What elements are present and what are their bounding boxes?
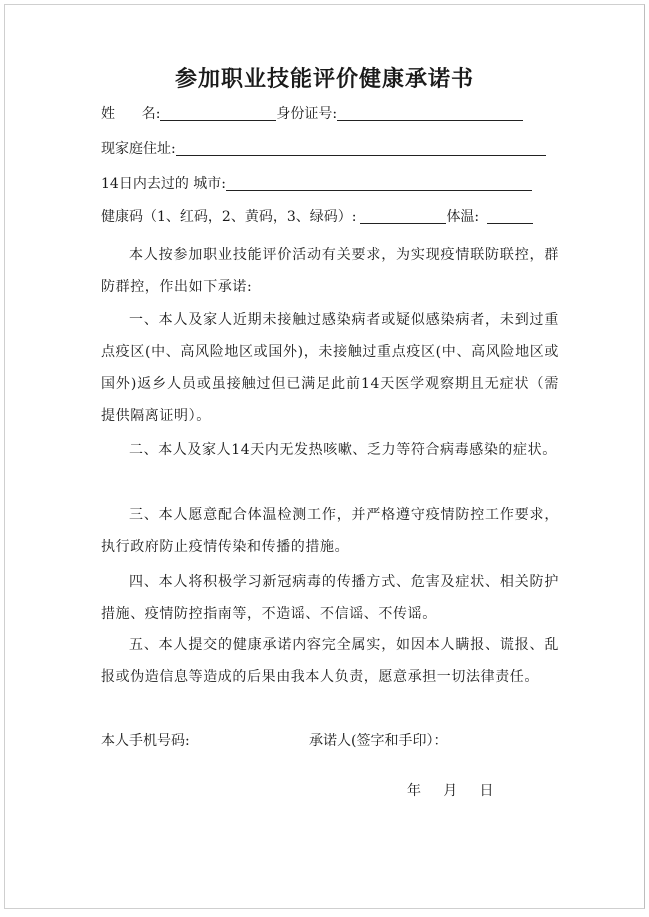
- document-page: [4, 4, 645, 909]
- name-id-row: [101, 104, 523, 124]
- address-field[interactable]: [176, 139, 546, 156]
- health-code-row: [101, 207, 533, 227]
- address-row: [101, 139, 546, 159]
- cities-field[interactable]: [226, 174, 532, 191]
- id-number-field[interactable]: [337, 104, 523, 121]
- health-code-label: 健康码（1、红码，2、黄码，3、绿码）:: [101, 209, 357, 225]
- cities-row: [101, 174, 532, 194]
- name-label: 姓 名:: [101, 106, 161, 122]
- commitment-1: 一、本人及家人近期未接触过感染病者或疑似感染病者，未到过重点疫区(中、高风险地区或国外)，未接触过重点疫区(中、高风险地区或国外)返乡人员或虽接触过但已满足此前14天医学观察期且无症状（需提供隔离证明）。: [101, 312, 559, 424]
- address-label: 现家庭住址:: [101, 141, 176, 157]
- cities-label: 14日内去过的 城市:: [101, 176, 226, 192]
- temperature-label: 体温:: [446, 209, 480, 225]
- phone-label: 本人手机号码:: [101, 733, 190, 749]
- health-code-field[interactable]: [360, 207, 446, 224]
- commitment-5: 五、本人提交的健康承诺内容完全属实，如因本人瞒报、谎报、乱报或伪造信息等造成的后果由我本人负责，愿意承担一切法律责任。: [101, 637, 559, 685]
- document-title: 参加职业技能评价健康承诺书: [174, 66, 474, 92]
- temperature-field[interactable]: [487, 207, 533, 224]
- commitment-4: 四、本人将积极学习新冠病毒的传播方式、危害及症状、相关防护措施、疫情防控指南等，不造谣、不信谣、不传谣。: [101, 574, 559, 622]
- signer-label: 承诺人(签字和手印）：: [309, 733, 448, 749]
- id-label: 身份证号:: [276, 106, 338, 122]
- date-label: 年 月 日: [407, 783, 494, 799]
- commitment-2: 二、本人及家人14天内无发热咳嗽、乏力等符合病毒感染的症状。: [129, 442, 557, 458]
- intro-paragraph: 本人按参加职业技能评价活动有关要求，为实现疫情联防联控，群防群控，作出如下承诺:: [101, 247, 559, 295]
- commitment-3: 三、本人愿意配合体温检测工作，并严格遵守疫情防控工作要求，执行政府防止疫情传染和传播的措施。: [101, 507, 559, 555]
- name-field[interactable]: [160, 104, 276, 121]
